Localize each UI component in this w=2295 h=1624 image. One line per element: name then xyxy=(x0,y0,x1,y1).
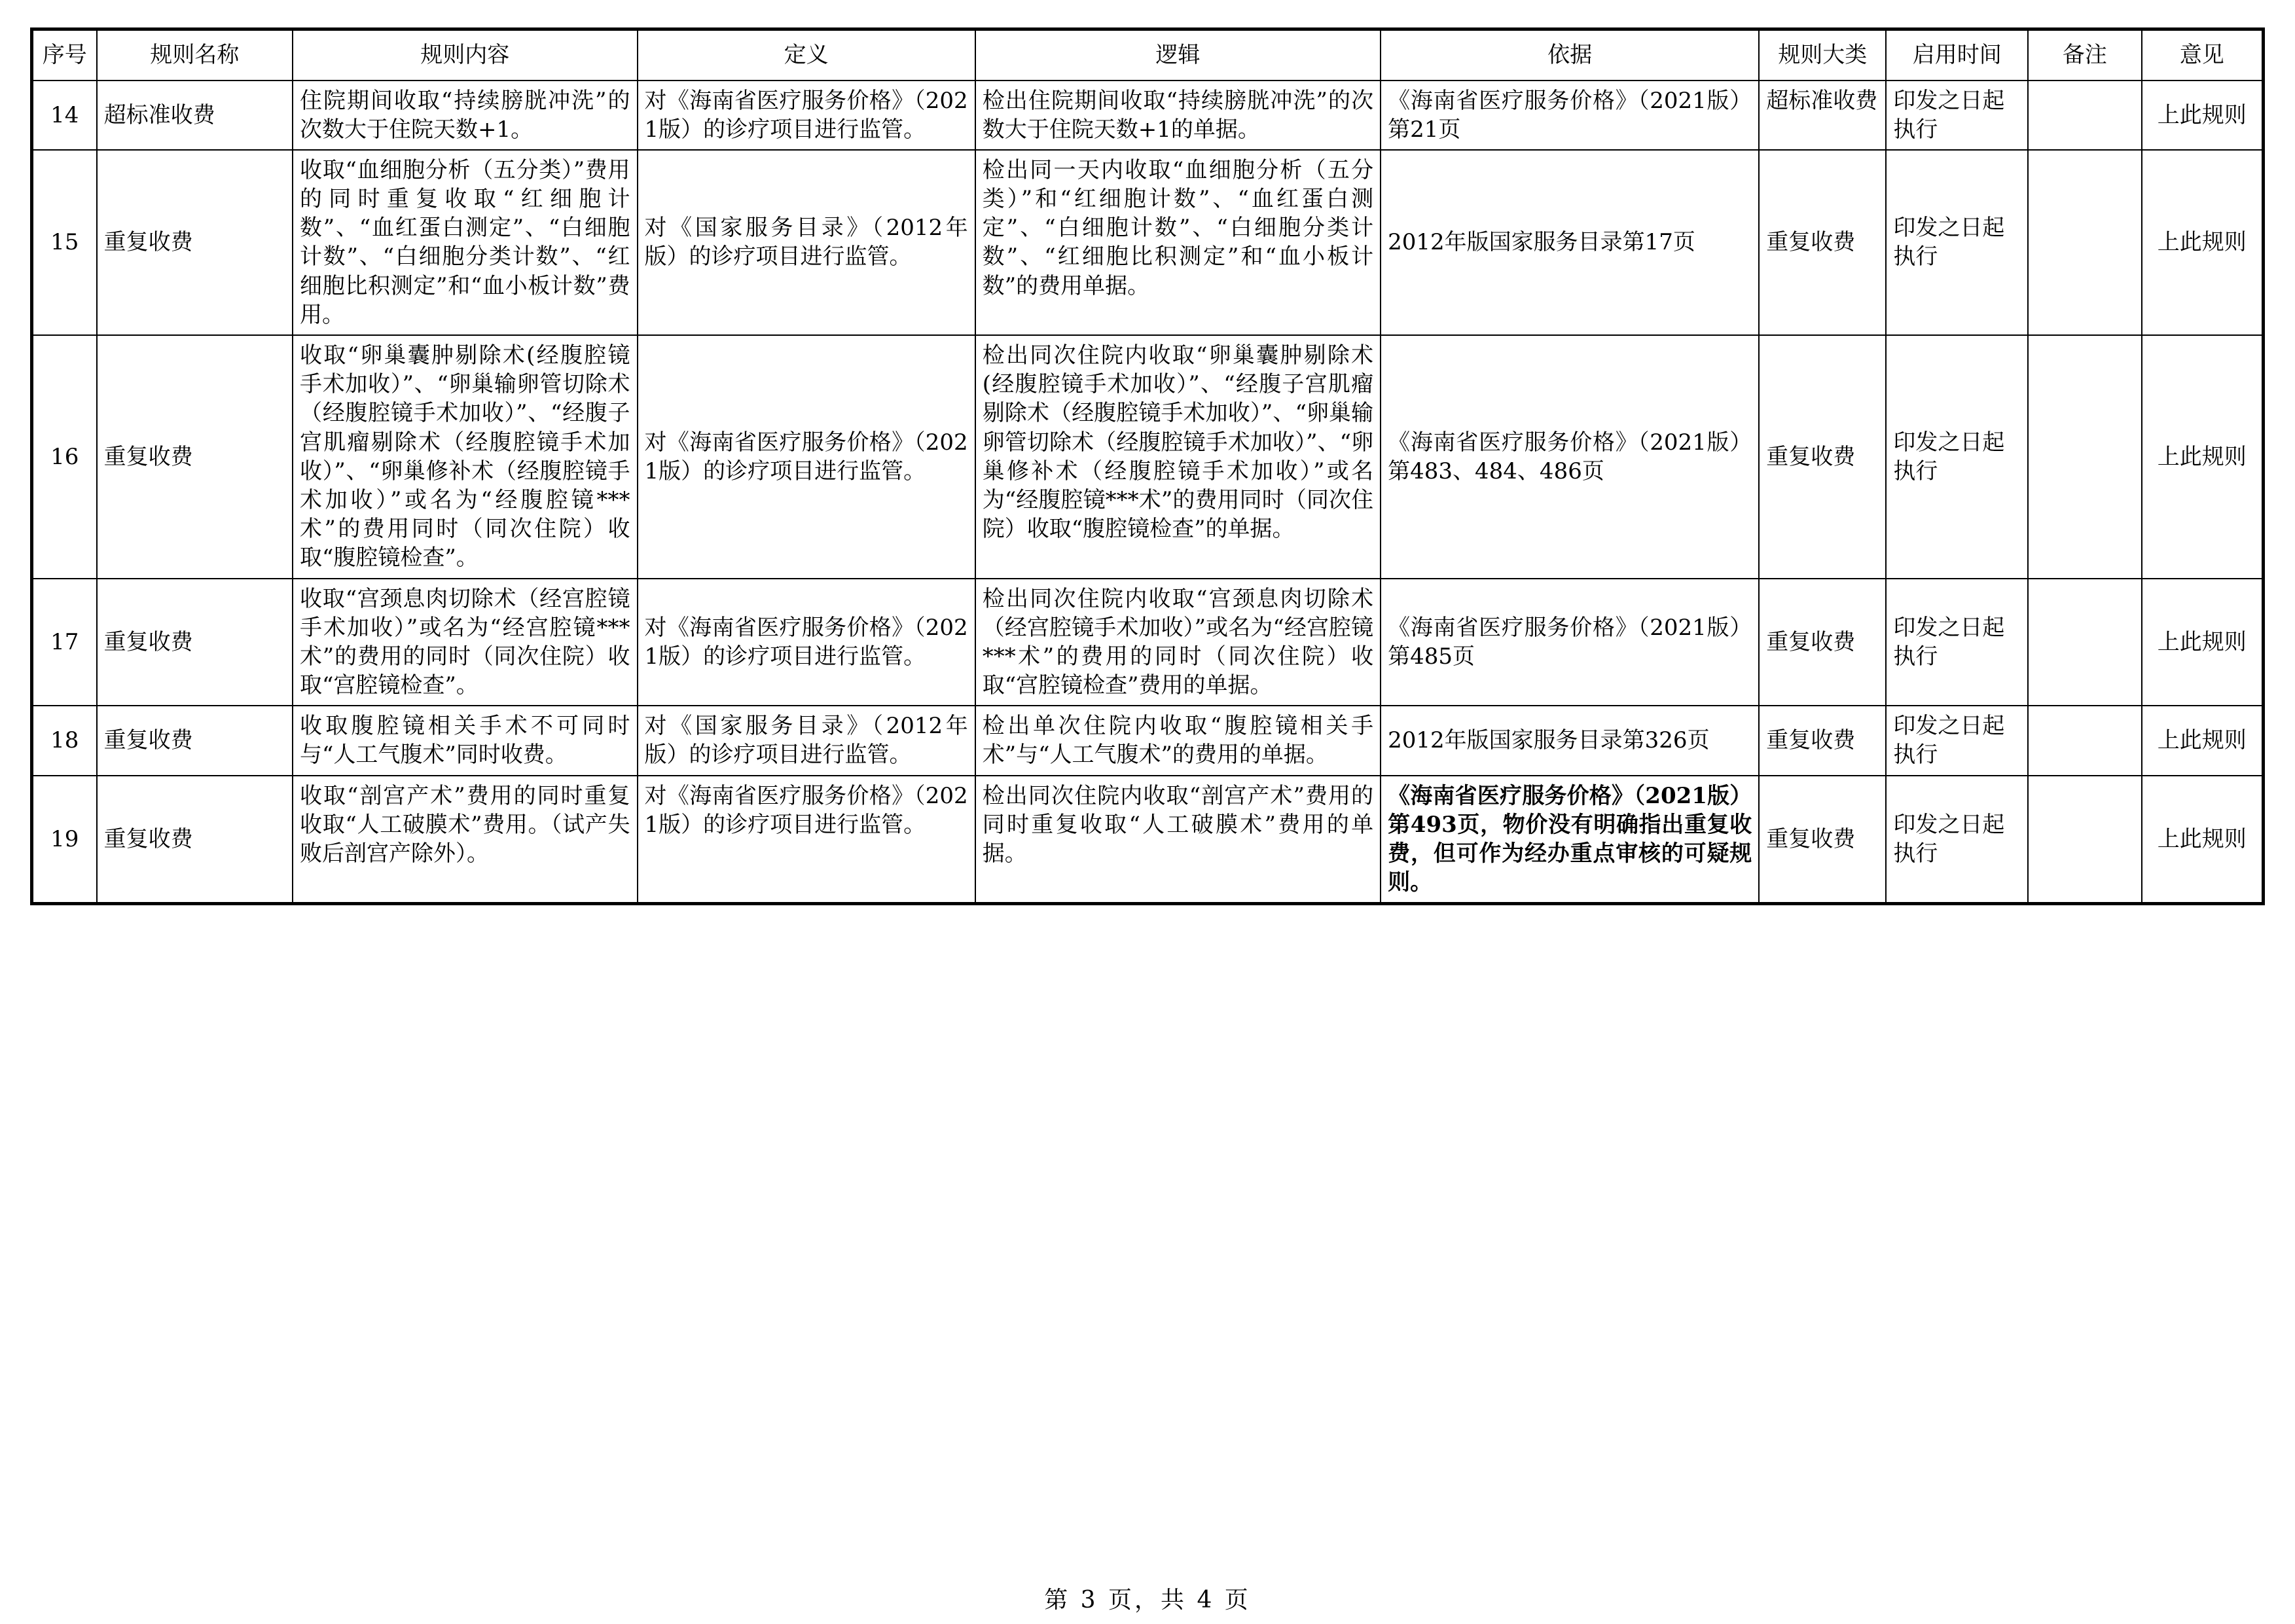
cell-start-time: 印发之日起执行 xyxy=(1886,776,2028,904)
cell-basis: 2012年版国家服务目录第326页 xyxy=(1381,706,1759,775)
cell-logic: 检出同次住院内收取“宫颈息肉切除术（经宫腔镜手术加收）”或名为“经宫腔镜***术”的费用的同时（同次住院）收取“宫腔镜检查”费用的单据。 xyxy=(975,579,1381,706)
cell-opinion: 上此规则 xyxy=(2142,579,2264,706)
cell-category: 重复收费 xyxy=(1759,706,1886,775)
cell-rule-name: 重复收费 xyxy=(97,706,293,775)
cell-rule-name: 重复收费 xyxy=(97,579,293,706)
cell-start-time: 印发之日起执行 xyxy=(1886,706,2028,775)
column-header-rule-content: 规则内容 xyxy=(293,29,638,81)
cell-logic: 检出单次住院内收取“腹腔镜相关手术”与“人工气腹术”的费用的单据。 xyxy=(975,706,1381,775)
cell-basis: 《海南省医疗服务价格》（2021版）第493页，物价没有明确指出重复收费，但可作为经办重点审核的可疑规则。 xyxy=(1381,776,1759,904)
cell-start-time: 印发之日起执行 xyxy=(1886,81,2028,150)
cell-note xyxy=(2028,579,2141,706)
cell-definition: 对《海南省医疗服务价格》（2021版）的诊疗项目进行监管。 xyxy=(638,81,975,150)
cell-definition: 对《海南省医疗服务价格》（2021版）的诊疗项目进行监管。 xyxy=(638,335,975,579)
cell-basis: 2012年版国家服务目录第17页 xyxy=(1381,150,1759,335)
table-row xyxy=(32,335,2264,579)
cell-seq: 18 xyxy=(32,706,97,775)
column-header-note: 备注 xyxy=(2028,29,2141,81)
cell-category: 超标准收费 xyxy=(1759,81,1886,150)
cell-category: 重复收费 xyxy=(1759,335,1886,579)
column-header-start-time: 启用时间 xyxy=(1886,29,2028,81)
rules-table xyxy=(30,27,2265,905)
cell-rule-content: 收取“剖宫产术”费用的同时重复收取“人工破膜术”费用。（试产失败后剖宫产除外）。 xyxy=(293,776,638,904)
cell-rule-content: 收取“卵巢囊肿剔除术(经腹腔镜手术加收）”、“卵巢输卵管切除术（经腹腔镜手术加收）”、“经腹子宫肌瘤剔除术（经腹腔镜手术加收）”、“卵巢修补术（经腹腔镜手术加收）”或名为“经腹腔镜***术”的费用同时（同次住院）收取“腹腔镜检查”。 xyxy=(293,335,638,579)
cell-logic: 检出同次住院内收取“卵巢囊肿剔除术(经腹腔镜手术加收）”、“经腹子宫肌瘤剔除术（经腹腔镜手术加收）”、“卵巢输卵管切除术（经腹腔镜手术加收）”、“卵巢修补术（经腹腔镜手术加收）”或名为“经腹腔镜***术”的费用同时（同次住院）收取“腹腔镜检查”的单据。 xyxy=(975,335,1381,579)
cell-definition: 对《海南省医疗服务价格》（2021版）的诊疗项目进行监管。 xyxy=(638,579,975,706)
cell-basis: 《海南省医疗服务价格》（2021版）第483、484、486页 xyxy=(1381,335,1759,579)
cell-opinion: 上此规则 xyxy=(2142,706,2264,775)
cell-note xyxy=(2028,776,2141,904)
cell-seq: 15 xyxy=(32,150,97,335)
cell-seq: 17 xyxy=(32,579,97,706)
cell-logic: 检出同一天内收取“血细胞分析（五分类）”和“红细胞计数”、“血红蛋白测定”、“白细胞计数”、“白细胞分类计数”、“红细胞比积测定”和“血小板计数”的费用单据。 xyxy=(975,150,1381,335)
cell-basis: 《海南省医疗服务价格》（2021版）第485页 xyxy=(1381,579,1759,706)
cell-rule-name: 重复收费 xyxy=(97,776,293,904)
cell-note xyxy=(2028,335,2141,579)
column-header-opinion: 意见 xyxy=(2142,29,2264,81)
cell-rule-name: 超标准收费 xyxy=(97,81,293,150)
cell-logic: 检出同次住院内收取“剖宫产术”费用的同时重复收取“人工破膜术”费用的单据。 xyxy=(975,776,1381,904)
column-header-logic: 逻辑 xyxy=(975,29,1381,81)
cell-opinion: 上此规则 xyxy=(2142,335,2264,579)
cell-definition: 对《海南省医疗服务价格》（2021版）的诊疗项目进行监管。 xyxy=(638,776,975,904)
cell-opinion: 上此规则 xyxy=(2142,776,2264,904)
cell-definition: 对《国家服务目录》（2012年版）的诊疗项目进行监管。 xyxy=(638,150,975,335)
table-body xyxy=(32,81,2264,904)
table-row xyxy=(32,776,2264,904)
cell-opinion: 上此规则 xyxy=(2142,81,2264,150)
column-header-basis: 依据 xyxy=(1381,29,1759,81)
cell-category: 重复收费 xyxy=(1759,776,1886,904)
cell-definition: 对《国家服务目录》（2012年版）的诊疗项目进行监管。 xyxy=(638,706,975,775)
column-header-rule-name: 规则名称 xyxy=(97,29,293,81)
cell-rule-content: 收取腹腔镜相关手术不可同时与“人工气腹术”同时收费。 xyxy=(293,706,638,775)
cell-rule-content: 住院期间收取“持续膀胱冲洗”的次数大于住院天数+1。 xyxy=(293,81,638,150)
column-header-definition: 定义 xyxy=(638,29,975,81)
column-header-category: 规则大类 xyxy=(1759,29,1886,81)
page-footer: 第 3 页，共 4 页 xyxy=(1044,1587,1251,1614)
cell-basis: 《海南省医疗服务价格》（2021版）第21页 xyxy=(1381,81,1759,150)
cell-logic: 检出住院期间收取“持续膀胱冲洗”的次数大于住院天数+1的单据。 xyxy=(975,81,1381,150)
cell-start-time: 印发之日起执行 xyxy=(1886,335,2028,579)
cell-seq: 16 xyxy=(32,335,97,579)
table-row xyxy=(32,81,2264,150)
table-row xyxy=(32,150,2264,335)
cell-category: 重复收费 xyxy=(1759,579,1886,706)
cell-rule-name: 重复收费 xyxy=(97,150,293,335)
cell-opinion: 上此规则 xyxy=(2142,150,2264,335)
cell-start-time: 印发之日起执行 xyxy=(1886,579,2028,706)
cell-note xyxy=(2028,81,2141,150)
cell-rule-name: 重复收费 xyxy=(97,335,293,579)
table-row xyxy=(32,579,2264,706)
column-header-seq: 序号 xyxy=(32,29,97,81)
cell-start-time: 印发之日起执行 xyxy=(1886,150,2028,335)
table-row xyxy=(32,706,2264,775)
cell-note xyxy=(2028,150,2141,335)
cell-note xyxy=(2028,706,2141,775)
table-header xyxy=(32,29,2264,81)
cell-seq: 14 xyxy=(32,81,97,150)
cell-rule-content: 收取“血细胞分析（五分类）”费用的同时重复收取“红细胞计数”、“血红蛋白测定”、“白细胞计数”、“白细胞分类计数”、“红细胞比积测定”和“血小板计数”费用。 xyxy=(293,150,638,335)
cell-seq: 19 xyxy=(32,776,97,904)
cell-category: 重复收费 xyxy=(1759,150,1886,335)
cell-rule-content: 收取“宫颈息肉切除术（经宫腔镜手术加收）”或名为“经宫腔镜***术”的费用的同时（同次住院）收取“宫腔镜检查”。 xyxy=(293,579,638,706)
header-row xyxy=(32,29,2264,81)
